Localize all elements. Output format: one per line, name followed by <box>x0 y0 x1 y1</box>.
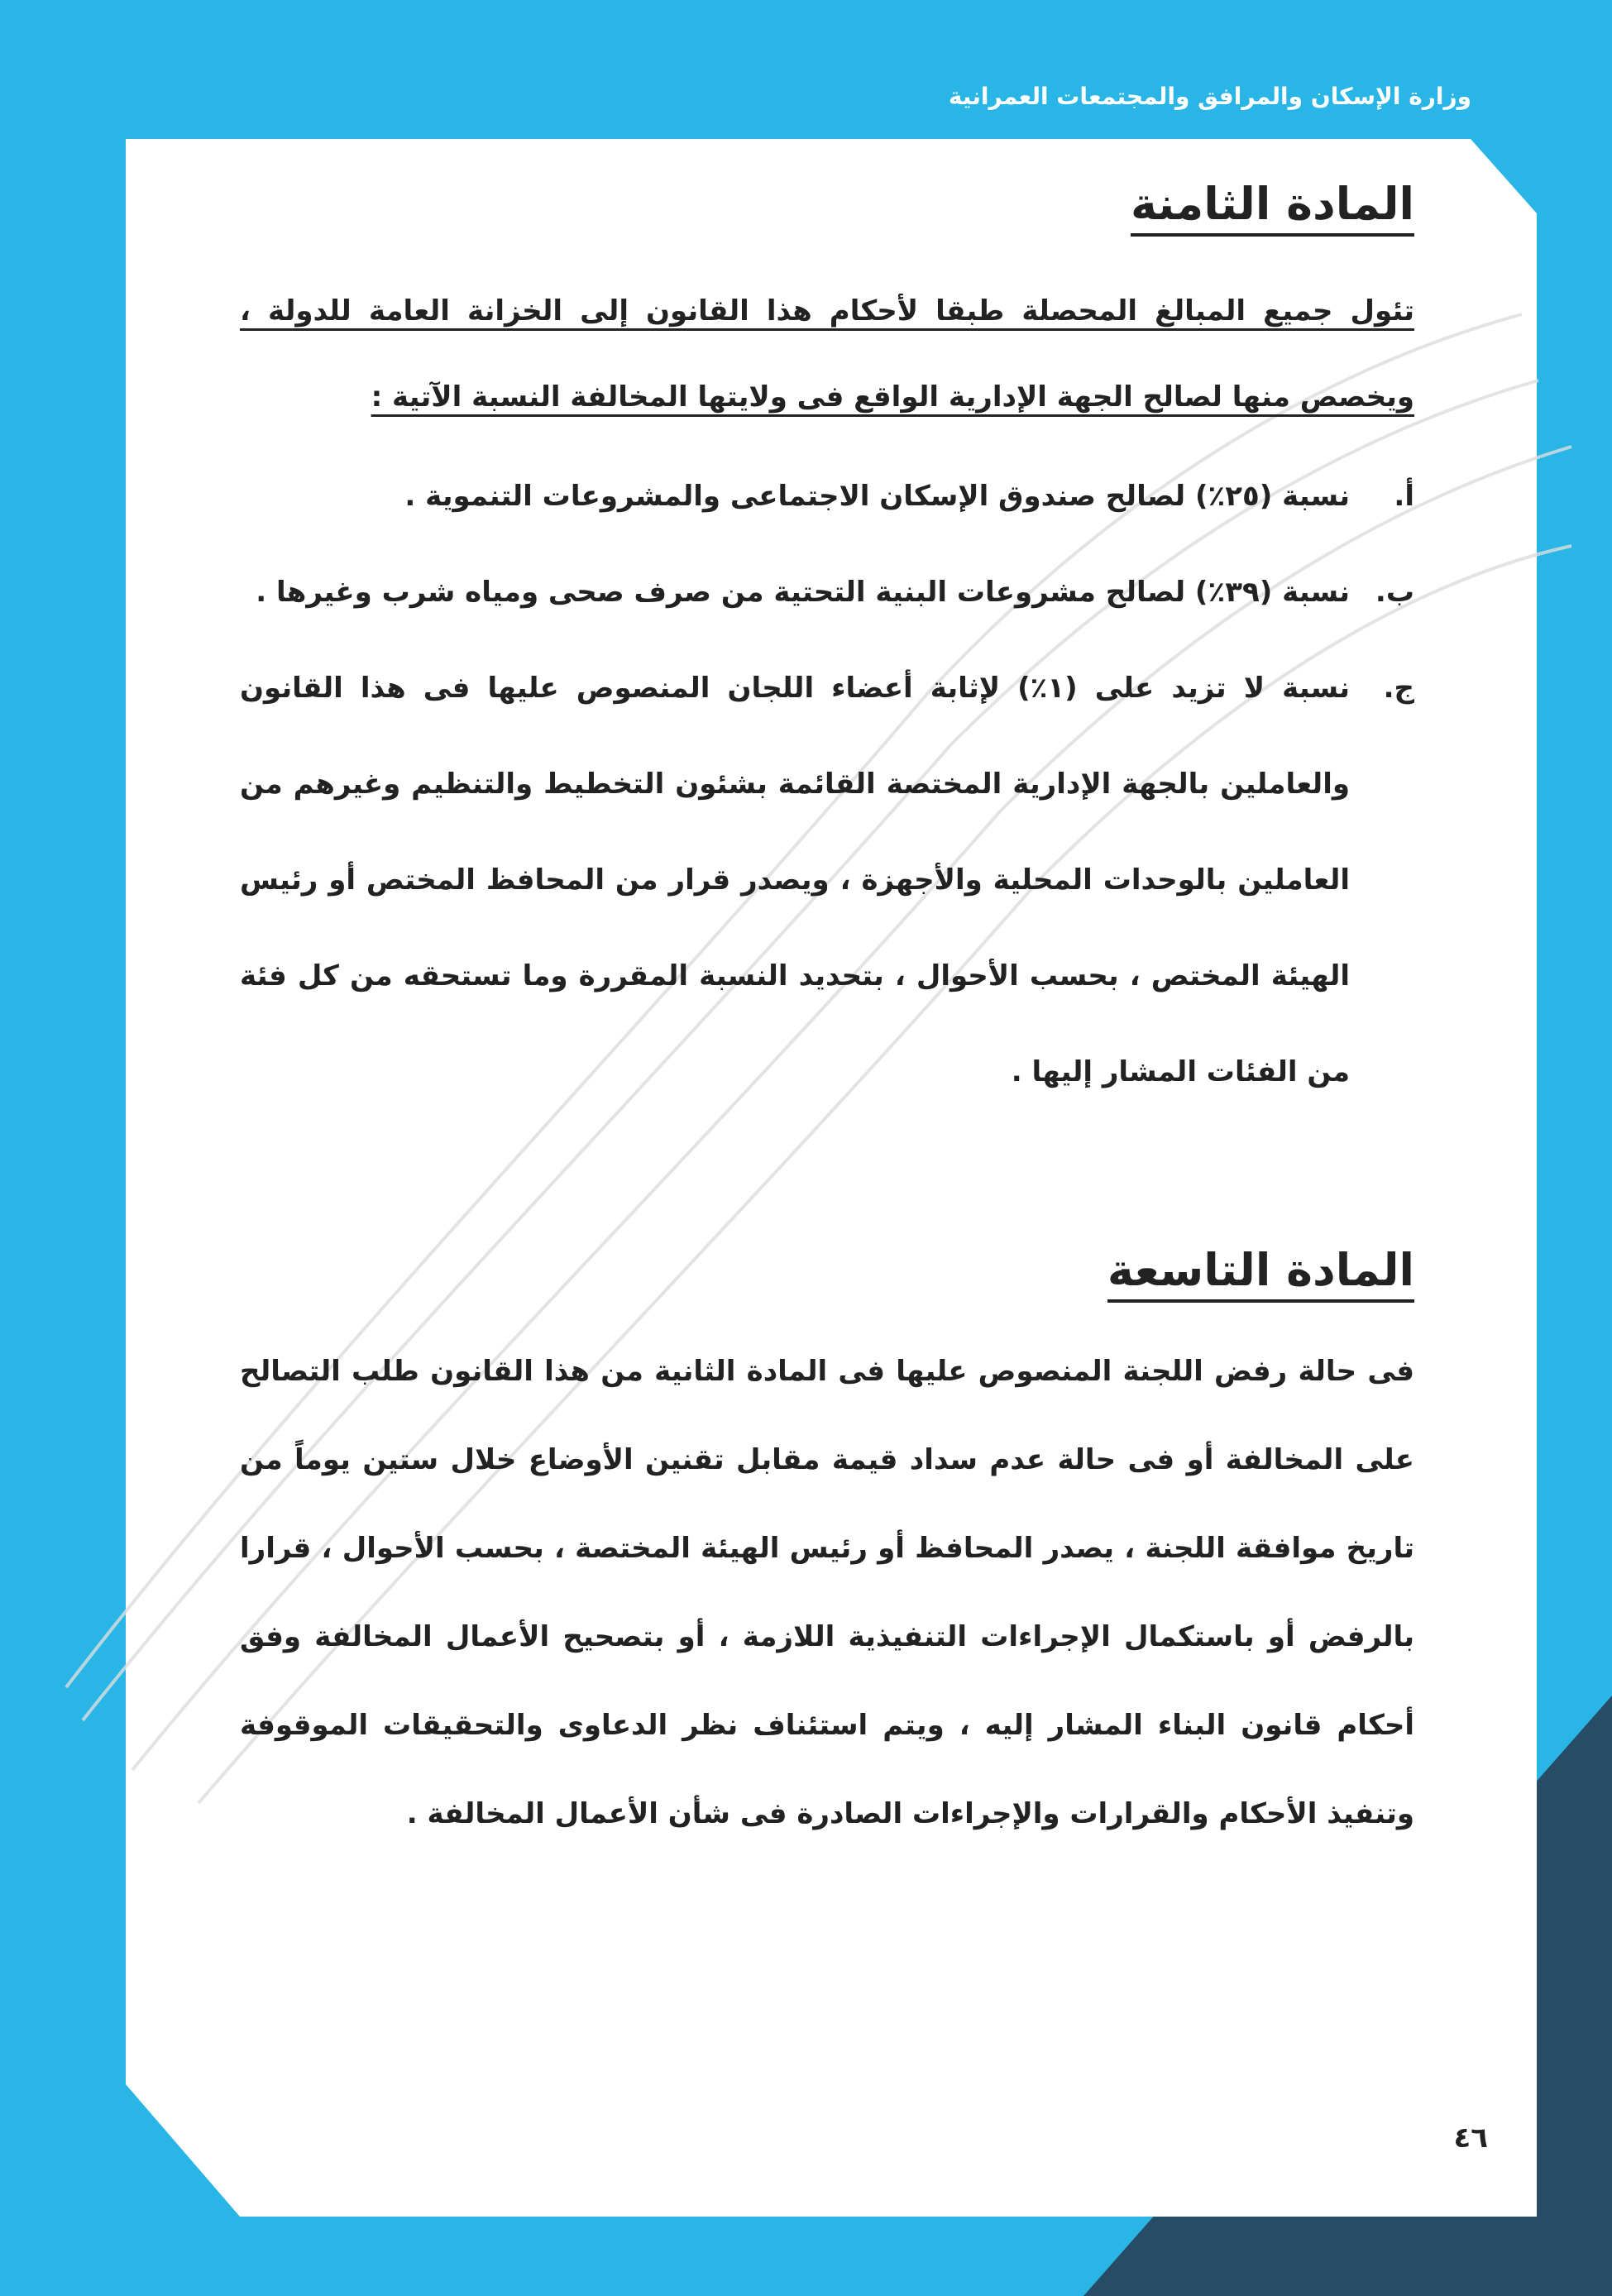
list-item-b <box>240 544 1414 640</box>
list-item-a <box>240 448 1414 544</box>
list-item-text: نسبة (٢٥٪) لصالح صندوق الإسكان الاجتماعى والمشروعات التنموية . <box>404 480 1350 513</box>
list-item-text: نسبة لا تزيد على (١٪) لإثابة أعضاء اللجان المنصوص عليها فى هذا القانون والعاملين بالجهة الإدارية المختصة القائمة بشئون التخطيط والتنظيم وغيرهم من العاملين بالوحدات المحلية والأجهزة ، ويصدر قرار من المحافظ المختص أو رئيس الهيئة المختص ، بحسب الأحوال ، بتحديد النسبة المقررة وما تستحقه من كل فئة من الفئات المشار إليها . <box>240 672 1350 1088</box>
list-item-text: نسبة (٣٩٪) لصالح مشروعات البنية التحتية من صرف صحى ومياه شرب وغيرها . <box>256 576 1350 609</box>
list-item-c <box>240 640 1414 1120</box>
article-nine-body: فى حالة رفض اللجنة المنصوص عليها فى المادة الثانية من هذا القانون طلب التصالح على المخالفة أو فى حالة عدم سداد قيمة مقابل تقنين الأوضاع خلال ستين يوماً من تاريخ موافقة اللجنة ، يصدر المحافظ أو رئيس الهيئة المختصة ، بحسب الأحوال ، قرارا بالرفض أو باستكمال الإجراءات التنفيذية اللازمة ، أو بتصحيح الأعمال المخالفة وفق أحكام قانون البناء المشار إليه ، ويتم استئناف نظر الدعاوى والتحقيقات الموقوفة وتنفيذ الأحكام والقرارات والإجراءات الصادرة فى شأن الأعمال المخالفة . <box>240 1355 1414 1830</box>
article-nine <box>240 1244 1414 1858</box>
article-eight <box>240 178 1414 1120</box>
page-content <box>240 178 1414 1858</box>
list-item-letter: ج. <box>1383 672 1414 705</box>
article-eight-lead: تئول جميع المبالغ المحصلة طبقا لأحكام هذا القانون إلى الخزانة العامة للدولة ، ويخصص منها لصالح الجهة الإدارية الواقع فى ولايتها المخالفة النسبة الآتية : <box>240 294 1414 414</box>
ministry-header: وزارة الإسكان والمرافق والمجتمعات العمرانية <box>948 83 1471 110</box>
list-item-letter: ب. <box>1375 576 1414 609</box>
list-item-letter: أ. <box>1394 480 1414 513</box>
article-nine-title: المادة التاسعة <box>1107 1244 1414 1303</box>
page-number: ٤٦ <box>1453 2121 1488 2155</box>
article-eight-title: المادة الثامنة <box>1131 178 1414 237</box>
